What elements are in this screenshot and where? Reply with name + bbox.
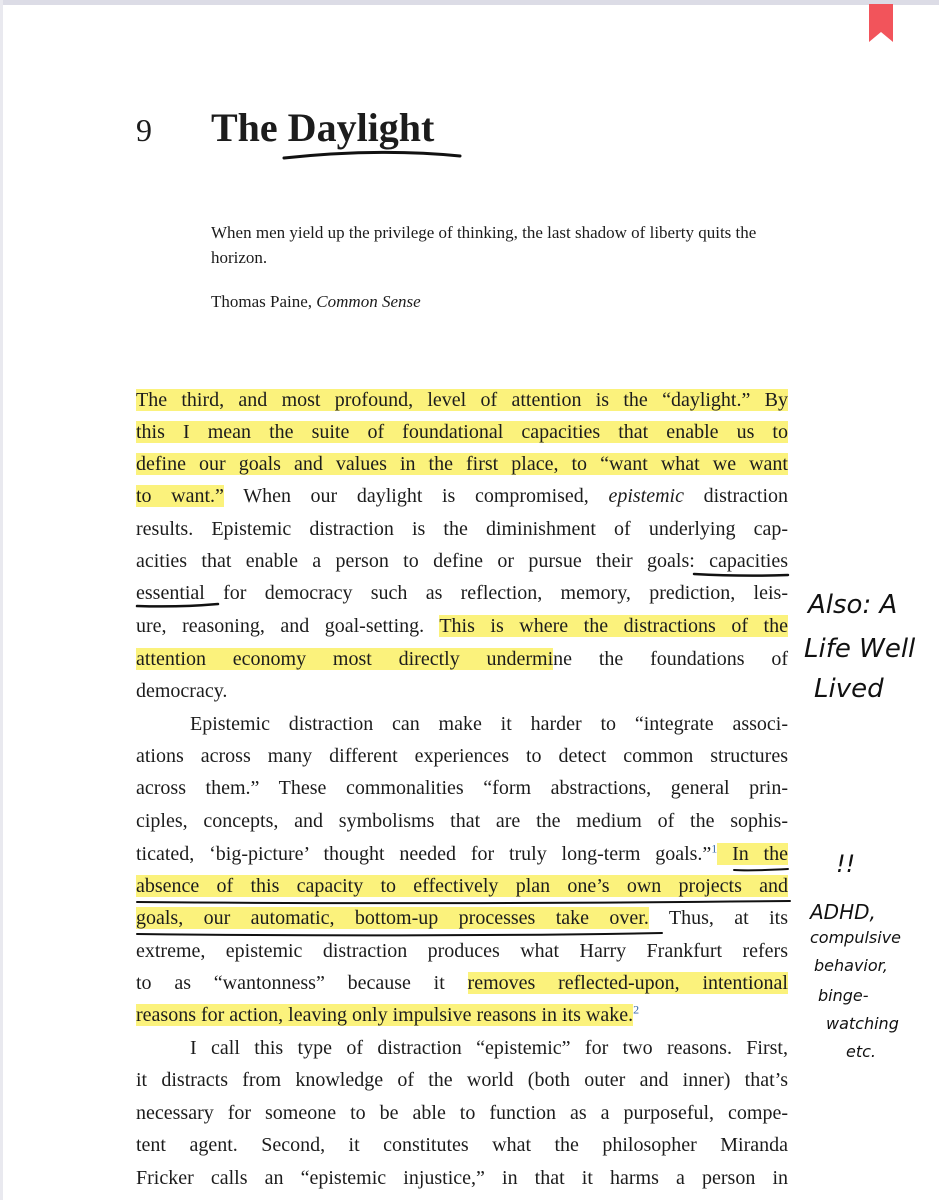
text-segment: ticated, ‘big-picture’ thought needed for truly long-term goals.” — [136, 843, 712, 865]
text-line — [136, 384, 788, 416]
text-segment: to as “wantonness” because it — [136, 972, 468, 994]
note-binge: binge- — [818, 986, 869, 1005]
text-line: Fricker calls an “epistemic injustice,” in that it harms a person in — [136, 1167, 788, 1189]
text-line: democracy. — [136, 680, 228, 702]
text-line: results. Epistemic distraction is the diminishment of underlying cap- — [136, 518, 788, 540]
text-line — [136, 999, 788, 1031]
text-line: ciples, concepts, and symbolisms that are the medium of the sophis- — [136, 810, 788, 832]
note-adhd: ADHD, — [810, 900, 876, 924]
note-lived: Lived — [814, 674, 884, 704]
chapter-title: The Daylight — [211, 105, 435, 150]
text-line: tent agent. Second, it constitutes what the philosopher Miranda — [136, 1134, 788, 1156]
footnote-ref-1[interactable]: 1 — [711, 841, 718, 856]
text-line — [136, 416, 788, 448]
italic-term: epistemic — [608, 485, 684, 507]
highlighted-text: In the — [717, 843, 788, 865]
note-compulsive: compulsive — [810, 928, 902, 947]
footnote-ref-2[interactable]: 2 — [633, 1002, 640, 1017]
highlighted-text: this I mean the suite of foundational capacities that enable us to — [136, 421, 788, 443]
text-segment: ure, reasoning, and goal-setting. — [136, 615, 440, 637]
highlighted-text: to want.” — [136, 485, 224, 507]
text-line — [136, 967, 788, 999]
text-line: acities that enable a person to define or pursue their goals: capacities — [136, 550, 788, 572]
highlighted-text: reasons for action, leaving only impulsive reasons in its wake. — [136, 1004, 634, 1026]
text-segment: distraction — [683, 485, 789, 507]
title-underline — [284, 152, 460, 158]
text-line: essential for democracy such as reflection, memory, prediction, leis- — [136, 582, 788, 604]
text-segment: Thus, at its — [648, 907, 789, 929]
text-line: extreme, epistemic distraction produces what Harry Frankfurt refers — [136, 940, 788, 962]
epigraph-author: Thomas Paine, — [211, 292, 317, 311]
text-line — [136, 838, 788, 870]
highlighted-text: define our goals and values in the first place, to “want what we want — [136, 453, 788, 475]
note-watching: watching — [826, 1014, 899, 1033]
highlighted-text: absence of this capacity to effectively plan one’s own projects and — [136, 875, 788, 897]
epigraph-work: Common Sense — [316, 292, 421, 311]
text-line: necessary for someone to be able to function as a purposeful, compe- — [136, 1102, 788, 1124]
highlighted-text: attention economy most directly undermi — [136, 648, 554, 670]
text-line: it distracts from knowledge of the world (both outer and inner) that’s — [136, 1069, 788, 1091]
text-line — [136, 643, 788, 675]
note-also: Also: A — [808, 590, 898, 620]
text-line — [136, 480, 788, 512]
chapter-number: 9 — [136, 112, 152, 148]
note-etc: etc. — [846, 1042, 876, 1061]
highlighted-text: This is where the distractions of the — [439, 615, 788, 637]
note-exclaim: !! — [836, 850, 856, 878]
text-segment: When our daylight is compromised, — [223, 485, 609, 507]
highlighted-text: removes reflected-upon, intentional — [467, 972, 788, 994]
note-life-well: Life Well — [804, 634, 916, 664]
text-line — [136, 902, 788, 934]
page-top-edge — [0, 0, 939, 5]
text-line — [136, 870, 788, 902]
highlighted-text: The third, and most profound, level of attention is the “daylight.” By — [136, 389, 788, 411]
text-line — [136, 610, 788, 642]
highlighted-text: goals, our automatic, bottom-up processes take over. — [136, 907, 649, 929]
page-left-edge — [0, 0, 3, 1200]
epigraph-source — [211, 292, 421, 312]
bookmark-icon[interactable] — [869, 4, 893, 42]
text-line: Epistemic distraction can make it harder to “integrate associ- — [190, 713, 788, 735]
text-line — [136, 448, 788, 480]
text-segment: ne the foundations of — [553, 648, 789, 670]
text-line: across them.” These commonalities “form abstractions, general prin- — [136, 777, 788, 799]
note-behavior: behavior, — [814, 956, 888, 975]
epigraph-quote: When men yield up the privilege of thinking, the last shadow of liberty quits the horizon. — [211, 223, 757, 267]
text-line: I call this type of distraction “epistemic” for two reasons. First, — [190, 1037, 788, 1059]
text-line: ations across many different experiences to detect common structures — [136, 745, 788, 767]
